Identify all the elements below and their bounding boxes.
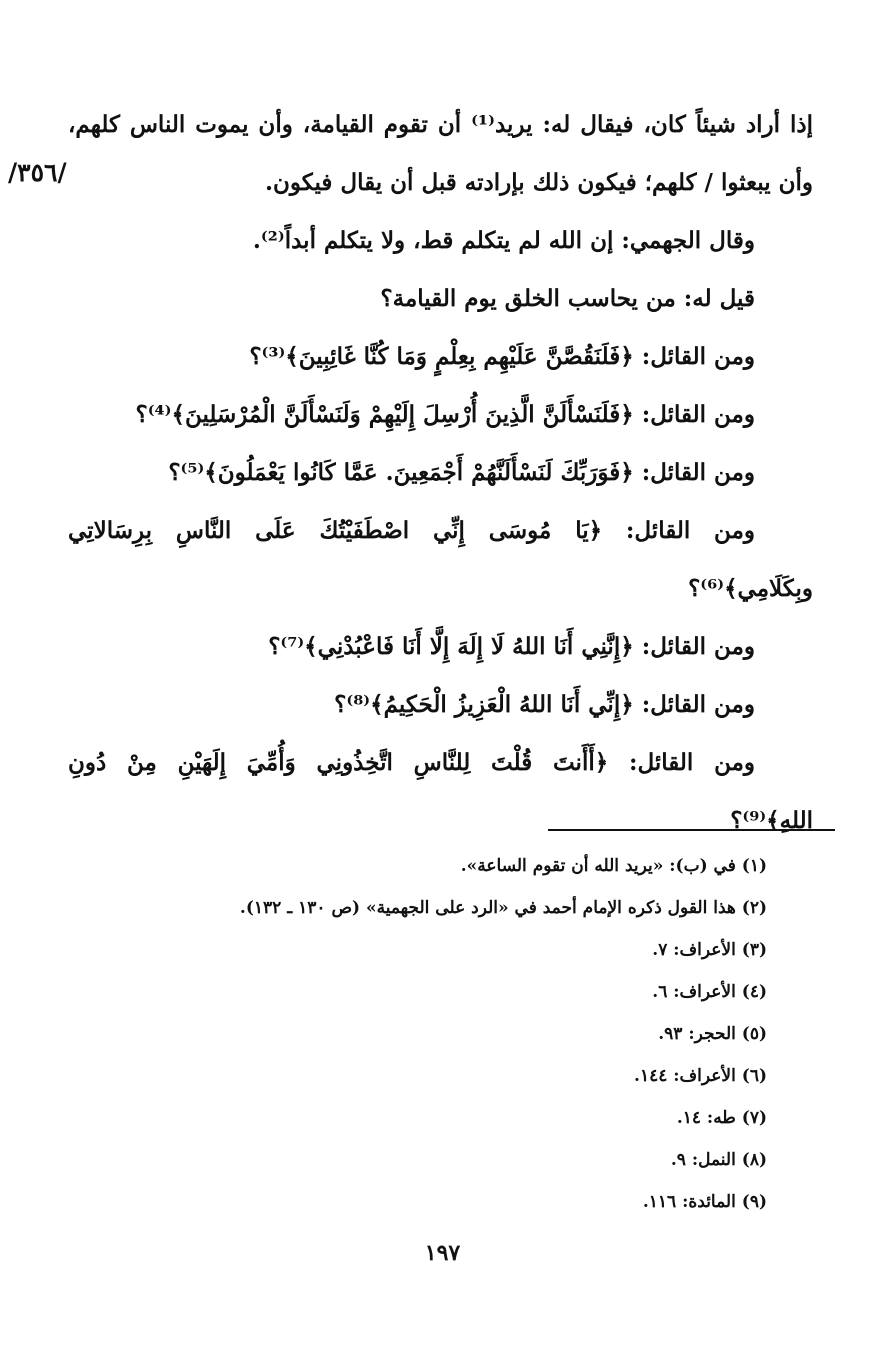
text-line: وأن يبعثوا / كلهم؛ فيكون ذلك بإرادته قبل أن يقال فيكون. <box>264 169 813 196</box>
footnote: (٨) النمل: ٩. <box>670 1150 767 1170</box>
footnote: (٢) هذا القول ذكره الإمام أحمد في «الرد على الجهمية» (ص ١٣٠ ـ ١٣٢). <box>239 898 767 918</box>
paragraph-question: قيل له: من يحاسب الخلق يوم القيامة؟ <box>380 285 755 312</box>
page-number: ١٩٧ <box>424 1240 461 1266</box>
manuscript-page-marker: /٣٥٦/ <box>8 158 67 187</box>
footnote: (٦) الأعراف: ١٤٤. <box>634 1066 767 1086</box>
verse-line: ومن القائل: ﴿إِنِّي أَنَا اللهُ الْعَزِيزُ الْحَكِيمُ﴾⁽⁸⁾؟ <box>334 691 755 718</box>
verse-paragraph <box>68 734 813 850</box>
text-line: ومن القائل: ﴿يَا مُوسَى إِنِّي اصْطَفَيْتُكَ عَلَى النَّاسِ بِرِسَالاتِي <box>68 517 755 544</box>
paragraph-intro <box>68 96 813 212</box>
verse-paragraph <box>68 502 813 618</box>
footnote: (٤) الأعراف: ٦. <box>652 982 767 1002</box>
footnote-divider <box>548 829 835 831</box>
footnotes <box>107 845 767 1223</box>
text-line: ومن القائل: ﴿أَأَنتَ قُلْتَ لِلنَّاسِ اتَّخِذُونِي وَأُمِّيَ إِلَهَيْنِ مِنْ دُونِ <box>68 749 755 776</box>
footnote: (٥) الحجر: ٩٣. <box>658 1024 767 1044</box>
footnote: (١) في (ب): «يريد الله أن تقوم الساعة». <box>460 856 767 876</box>
text-line: إذا أراد شيئاً كان، فيقال له: يريد⁽¹⁾ أن تقوم القيامة، وأن يموت الناس كلهم، <box>68 111 813 138</box>
text-line: وبِكَلَامِي﴾⁽⁶⁾؟ <box>688 575 813 602</box>
verse-line: ومن القائل: ﴿فَوَرَبِّكَ لَنَسْأَلَنَّهُمْ أَجْمَعِينَ. عَمَّا كَانُوا يَعْمَلُونَ﴾⁽⁵⁾؟ <box>168 459 755 486</box>
main-text <box>68 96 813 850</box>
footnote: (٧) طه: ١٤. <box>676 1108 767 1128</box>
paragraph-jahmi-claim: وقال الجهمي: إن الله لم يتكلم قط، ولا يتكلم أبداً⁽²⁾. <box>252 227 755 254</box>
footnote: (٣) الأعراف: ٧. <box>652 940 767 960</box>
verse-line: ومن القائل: ﴿فَلَنَقُصَّنَّ عَلَيْهِم بِعِلْمٍ وَمَا كُنَّا غَائِبِينَ﴾⁽³⁾؟ <box>249 343 755 370</box>
footnote: (٩) المائدة: ١١٦. <box>642 1192 767 1212</box>
text-line: اللهِ﴾⁽⁹⁾؟ <box>730 807 813 834</box>
verse-line: ومن القائل: ﴿إِنَّنِي أَنَا اللهُ لَا إِلَهَ إِلَّا أَنَا فَاعْبُدْنِي﴾⁽⁷⁾؟ <box>268 633 755 660</box>
verse-line: ومن القائل: ﴿فَلَنَسْأَلَنَّ الَّذِينَ أُرْسِلَ إِلَيْهِمْ وَلَنَسْأَلَنَّ الْمُرْسَلِينَ﴾⁽⁴⁾؟ <box>135 401 755 428</box>
